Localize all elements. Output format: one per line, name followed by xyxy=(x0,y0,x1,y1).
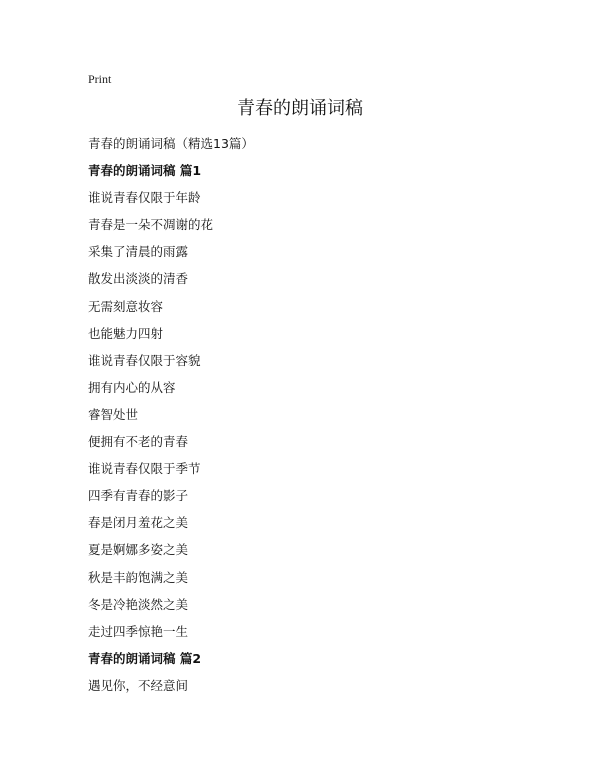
section-heading: 青春的朗诵词稿 篇1 xyxy=(88,163,202,179)
section-heading: 青春的朗诵词稿 篇2 xyxy=(88,650,202,666)
text-line: 谁说青春仅限于年龄 xyxy=(88,190,201,206)
text-line: 睿智处世 xyxy=(88,406,139,422)
text-line: 青春的朗诵词稿（精选13篇） xyxy=(88,136,254,151)
text-line: 也能魅力四射 xyxy=(88,325,164,341)
text-line: 谁说青春仅限于季节 xyxy=(88,461,201,477)
text-line: 四季有青春的影子 xyxy=(88,488,189,504)
text-line: 便拥有不老的青春 xyxy=(88,434,189,450)
document-body xyxy=(88,130,528,699)
text-line: 秋是丰韵饱满之美 xyxy=(88,569,189,585)
text-line: 无需刻意妆容 xyxy=(88,298,164,314)
text-line: 青春是一朵不凋谢的花 xyxy=(88,217,214,233)
text-line: 采集了清晨的雨露 xyxy=(88,244,189,260)
print-label: Print xyxy=(88,72,112,86)
text-line: 夏是婀娜多姿之美 xyxy=(88,542,189,558)
text-line: 冬是冷艳淡然之美 xyxy=(88,596,189,612)
text-line: 谁说青春仅限于容貌 xyxy=(88,352,201,368)
text-line: 拥有内心的从容 xyxy=(88,379,176,395)
text-line: 春是闭月羞花之美 xyxy=(88,515,189,531)
text-line: 走过四季惊艳一生 xyxy=(88,623,189,639)
document-title: 青春的朗诵词稿 xyxy=(237,98,363,119)
text-line: 遇见你，不经意间 xyxy=(88,677,189,693)
text-line: 散发出淡淡的清香 xyxy=(88,271,189,287)
